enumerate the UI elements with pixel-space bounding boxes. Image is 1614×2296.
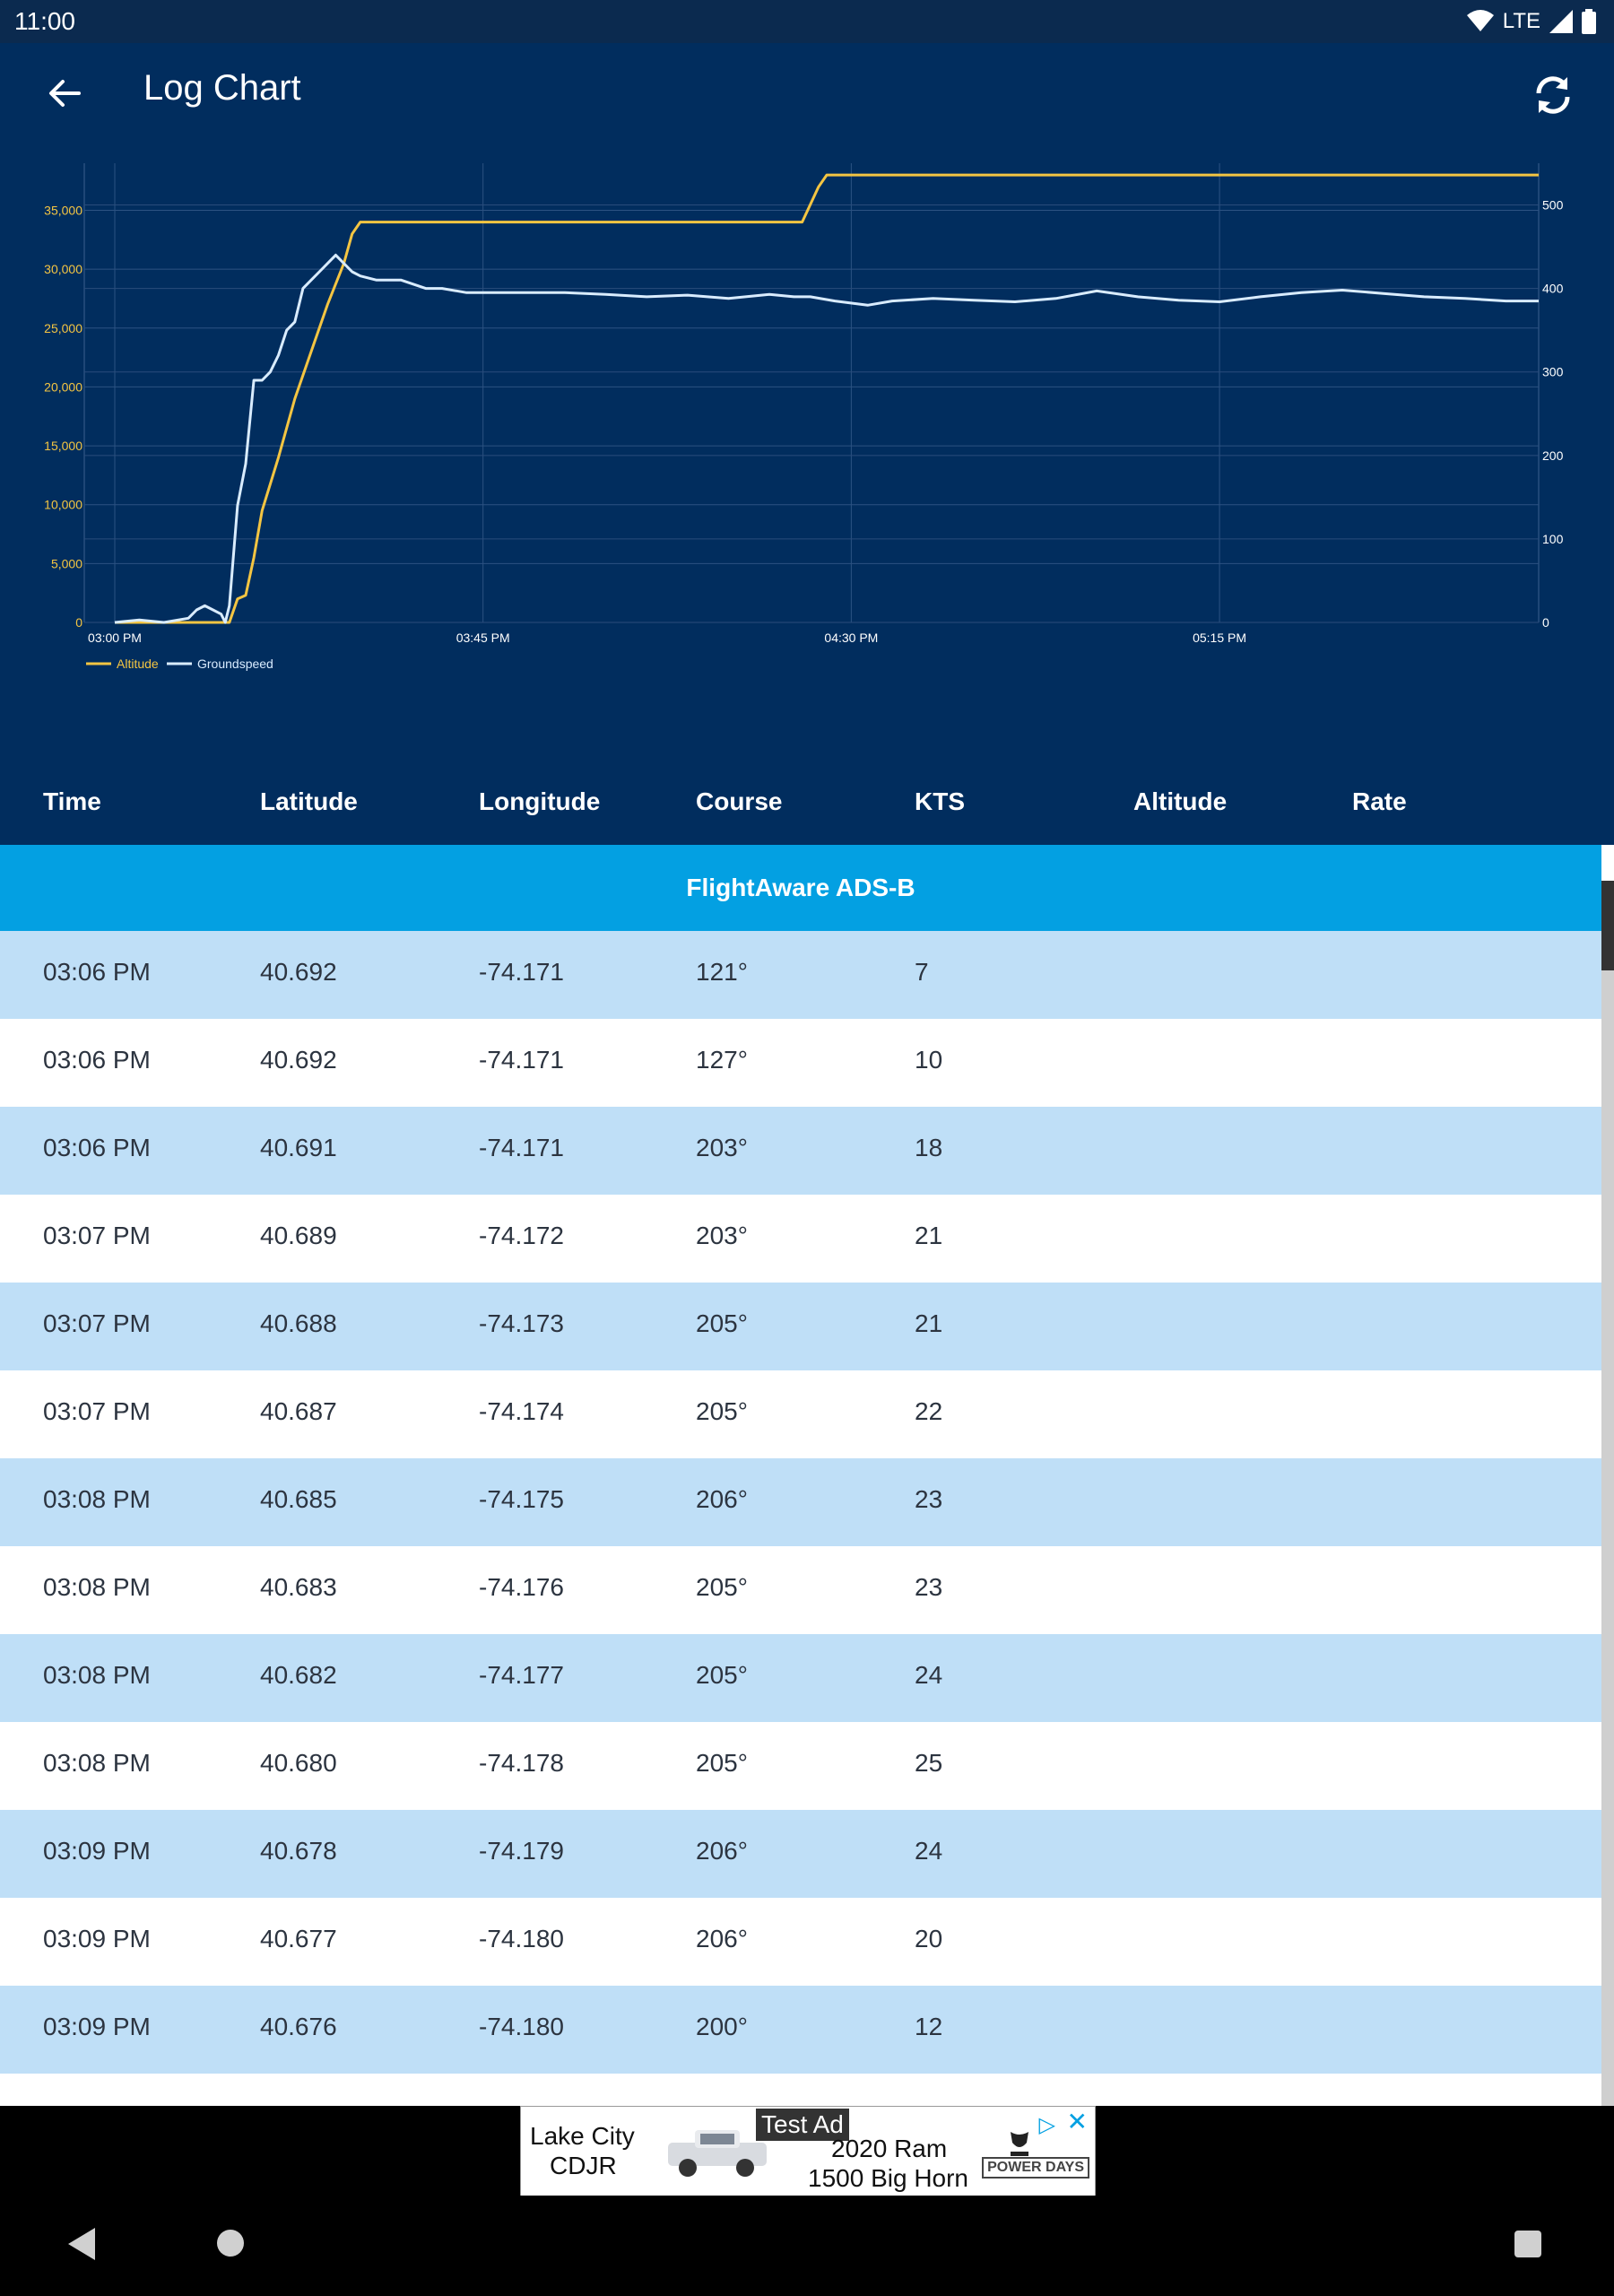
cell-latitude: 40.682 bbox=[260, 1661, 337, 1689]
series-line-altitude bbox=[115, 175, 1539, 622]
arrow-left-icon bbox=[48, 79, 81, 108]
table-header bbox=[0, 775, 1614, 845]
cell-latitude: 40.692 bbox=[260, 958, 337, 986]
battery-icon bbox=[1582, 9, 1596, 34]
cell-longitude: -74.180 bbox=[479, 2013, 564, 2040]
cell-kts: 23 bbox=[915, 1573, 943, 1601]
cell-time: 03:08 PM bbox=[43, 1749, 151, 1777]
network-label: LTE bbox=[1502, 9, 1540, 33]
cell-kts: 24 bbox=[915, 1661, 943, 1689]
cell-course: 203° bbox=[696, 1222, 748, 1249]
left-axis-tick: 35,000 bbox=[44, 203, 82, 218]
cell-kts: 10 bbox=[915, 1046, 943, 1074]
cell-longitude: -74.176 bbox=[479, 1573, 564, 1601]
banner-ad[interactable] bbox=[520, 2106, 1096, 2197]
cell-course: 200° bbox=[696, 2013, 748, 2040]
header-time: Time bbox=[43, 787, 101, 815]
cell-kts: 12 bbox=[915, 2013, 943, 2040]
cell-longitude: -74.171 bbox=[479, 1134, 564, 1161]
right-axis-tick: 200 bbox=[1542, 448, 1564, 463]
cell-latitude: 40.678 bbox=[260, 1837, 337, 1865]
table-row[interactable] bbox=[0, 1810, 1601, 1899]
cell-course: 203° bbox=[696, 1134, 748, 1161]
cell-kts: 18 bbox=[915, 1134, 943, 1161]
cell-course: 206° bbox=[696, 1925, 748, 1952]
cell-kts: 25 bbox=[915, 1749, 943, 1777]
cell-latitude: 40.692 bbox=[260, 1046, 337, 1074]
cell-time: 03:08 PM bbox=[43, 1573, 151, 1601]
left-axis-tick: 5,000 bbox=[50, 556, 82, 571]
back-button[interactable] bbox=[41, 70, 88, 117]
section-label: FlightAware ADS-B bbox=[0, 845, 1601, 931]
cell-latitude: 40.677 bbox=[260, 1925, 337, 1952]
status-time: 11:00 bbox=[14, 7, 75, 35]
cell-longitude: -74.178 bbox=[479, 1749, 564, 1777]
ad-left-line2: CDJR bbox=[550, 2152, 617, 2179]
x-tick-label: 03:00 PM bbox=[88, 631, 142, 645]
cell-longitude: -74.180 bbox=[479, 1925, 564, 1952]
truck-image bbox=[668, 2126, 767, 2179]
left-axis-tick: 15,000 bbox=[44, 439, 82, 454]
table-row[interactable] bbox=[0, 1019, 1601, 1108]
adchoices-icon[interactable]: ▷ bbox=[1038, 2113, 1055, 2137]
legend-label: Groundspeed bbox=[197, 657, 273, 671]
legend-label: Altitude bbox=[117, 657, 159, 671]
close-ad-icon[interactable]: ✕ bbox=[1066, 2108, 1088, 2135]
x-tick-label: 05:15 PM bbox=[1193, 631, 1247, 645]
left-axis-tick: 0 bbox=[75, 615, 82, 630]
status-icons bbox=[1467, 7, 1596, 36]
power-days-label: POWER DAYS bbox=[982, 2157, 1089, 2179]
navigation-bar bbox=[0, 2196, 1614, 2296]
cell-time: 03:09 PM bbox=[43, 1837, 151, 1865]
cell-longitude: -74.171 bbox=[479, 958, 564, 986]
left-axis-tick: 30,000 bbox=[44, 262, 82, 277]
cell-kts: 20 bbox=[915, 1925, 943, 1952]
cell-time: 03:08 PM bbox=[43, 1485, 151, 1513]
app-bar bbox=[0, 43, 1614, 147]
refresh-button[interactable] bbox=[1526, 68, 1580, 122]
cell-kts: 21 bbox=[915, 1309, 943, 1337]
cell-course: 127° bbox=[696, 1046, 748, 1074]
cell-kts: 24 bbox=[915, 1837, 943, 1865]
table-row[interactable] bbox=[0, 1107, 1601, 1196]
left-axis-tick: 25,000 bbox=[44, 320, 82, 335]
cell-kts: 22 bbox=[915, 1397, 943, 1425]
nav-recents-icon[interactable] bbox=[1514, 2230, 1542, 2258]
cell-time: 03:07 PM bbox=[43, 1397, 151, 1425]
left-axis-tick: 10,000 bbox=[44, 497, 82, 512]
cell-course: 205° bbox=[696, 1749, 748, 1777]
ad-left-line1: Lake City bbox=[530, 2122, 635, 2150]
cell-latitude: 40.691 bbox=[260, 1134, 337, 1161]
cell-longitude: -74.172 bbox=[479, 1222, 564, 1249]
table-row[interactable] bbox=[0, 1898, 1601, 1987]
cell-time: 03:07 PM bbox=[43, 1222, 151, 1249]
cell-longitude: -74.177 bbox=[479, 1661, 564, 1689]
page-title: Log Chart bbox=[143, 68, 301, 108]
cell-course: 121° bbox=[696, 958, 748, 986]
cell-course: 205° bbox=[696, 1573, 748, 1601]
ad-right-line2: 1500 Big Horn bbox=[808, 2164, 969, 2192]
right-axis-tick: 400 bbox=[1542, 281, 1564, 296]
header-rate: Rate bbox=[1352, 787, 1407, 815]
header-latitude: Latitude bbox=[260, 787, 358, 815]
nav-home-icon[interactable] bbox=[215, 2228, 246, 2258]
right-axis-tick: 100 bbox=[1542, 531, 1564, 546]
cell-latitude: 40.680 bbox=[260, 1749, 337, 1777]
table-row[interactable] bbox=[0, 1986, 1601, 2074]
table-row[interactable] bbox=[0, 1722, 1601, 1811]
cell-course: 205° bbox=[696, 1661, 748, 1689]
left-axis-tick: 20,000 bbox=[44, 379, 82, 395]
table-row[interactable] bbox=[0, 1370, 1601, 1459]
cell-longitude: -74.174 bbox=[479, 1397, 564, 1425]
cell-longitude: -74.173 bbox=[479, 1309, 564, 1337]
cell-course: 206° bbox=[696, 1485, 748, 1513]
x-tick-label: 04:30 PM bbox=[824, 631, 879, 645]
test-ad-badge: Test Ad bbox=[756, 2109, 849, 2141]
table-row[interactable] bbox=[0, 1195, 1601, 1283]
cell-course: 205° bbox=[696, 1309, 748, 1337]
cell-latitude: 40.676 bbox=[260, 2013, 337, 2040]
header-kts: KTS bbox=[915, 787, 965, 815]
cell-time: 03:08 PM bbox=[43, 1661, 151, 1689]
header-course: Course bbox=[696, 787, 783, 815]
table-row[interactable] bbox=[0, 931, 1601, 1020]
header-longitude: Longitude bbox=[479, 787, 601, 815]
ram-logo-icon bbox=[1007, 2130, 1032, 2157]
cell-longitude: -74.171 bbox=[479, 1046, 564, 1074]
table-row[interactable] bbox=[0, 1634, 1601, 1723]
right-axis-tick: 0 bbox=[1542, 615, 1549, 630]
cell-time: 03:06 PM bbox=[43, 1134, 151, 1161]
refresh-icon bbox=[1532, 74, 1575, 117]
cell-time: 03:09 PM bbox=[43, 2013, 151, 2040]
scrollbar-track[interactable] bbox=[1601, 881, 1614, 2106]
cell-latitude: 40.685 bbox=[260, 1485, 337, 1513]
cell-time: 03:06 PM bbox=[43, 958, 151, 986]
cell-kts: 23 bbox=[915, 1485, 943, 1513]
header-altitude: Altitude bbox=[1133, 787, 1228, 815]
table-row[interactable] bbox=[0, 1458, 1601, 1547]
cell-kts: 7 bbox=[915, 958, 929, 986]
right-axis-tick: 500 bbox=[1542, 197, 1564, 213]
cell-course: 206° bbox=[696, 1837, 748, 1865]
cell-latitude: 40.689 bbox=[260, 1222, 337, 1249]
cell-course: 205° bbox=[696, 1397, 748, 1425]
signal-icon bbox=[1549, 10, 1573, 33]
log-chart bbox=[0, 147, 1614, 775]
x-tick-label: 03:45 PM bbox=[456, 631, 510, 645]
series-line-groundspeed bbox=[115, 255, 1539, 622]
ad-right-line1: 2020 Ram bbox=[831, 2135, 948, 2162]
cell-time: 03:06 PM bbox=[43, 1046, 151, 1074]
wifi-icon bbox=[1467, 10, 1494, 33]
ad-vehicle bbox=[808, 2134, 968, 2193]
table-row[interactable] bbox=[0, 2074, 1601, 2106]
cell-longitude: -74.179 bbox=[479, 1837, 564, 1865]
cell-kts: 21 bbox=[915, 1222, 943, 1249]
log-table[interactable] bbox=[0, 931, 1601, 2106]
cell-latitude: 40.683 bbox=[260, 1573, 337, 1601]
ad-dealer bbox=[530, 2121, 635, 2180]
status-bar bbox=[0, 0, 1614, 43]
right-axis-tick: 300 bbox=[1542, 364, 1564, 379]
chart-svg bbox=[0, 147, 1614, 775]
table-row[interactable] bbox=[0, 1546, 1601, 1635]
cell-latitude: 40.687 bbox=[260, 1397, 337, 1425]
cell-latitude: 40.688 bbox=[260, 1309, 337, 1337]
table-row[interactable] bbox=[0, 1283, 1601, 1371]
nav-back-icon[interactable] bbox=[66, 2226, 97, 2262]
cell-time: 03:07 PM bbox=[43, 1309, 151, 1337]
cell-time: 03:09 PM bbox=[43, 1925, 151, 1952]
cell-longitude: -74.175 bbox=[479, 1485, 564, 1513]
scrollbar-thumb[interactable] bbox=[1601, 881, 1614, 970]
